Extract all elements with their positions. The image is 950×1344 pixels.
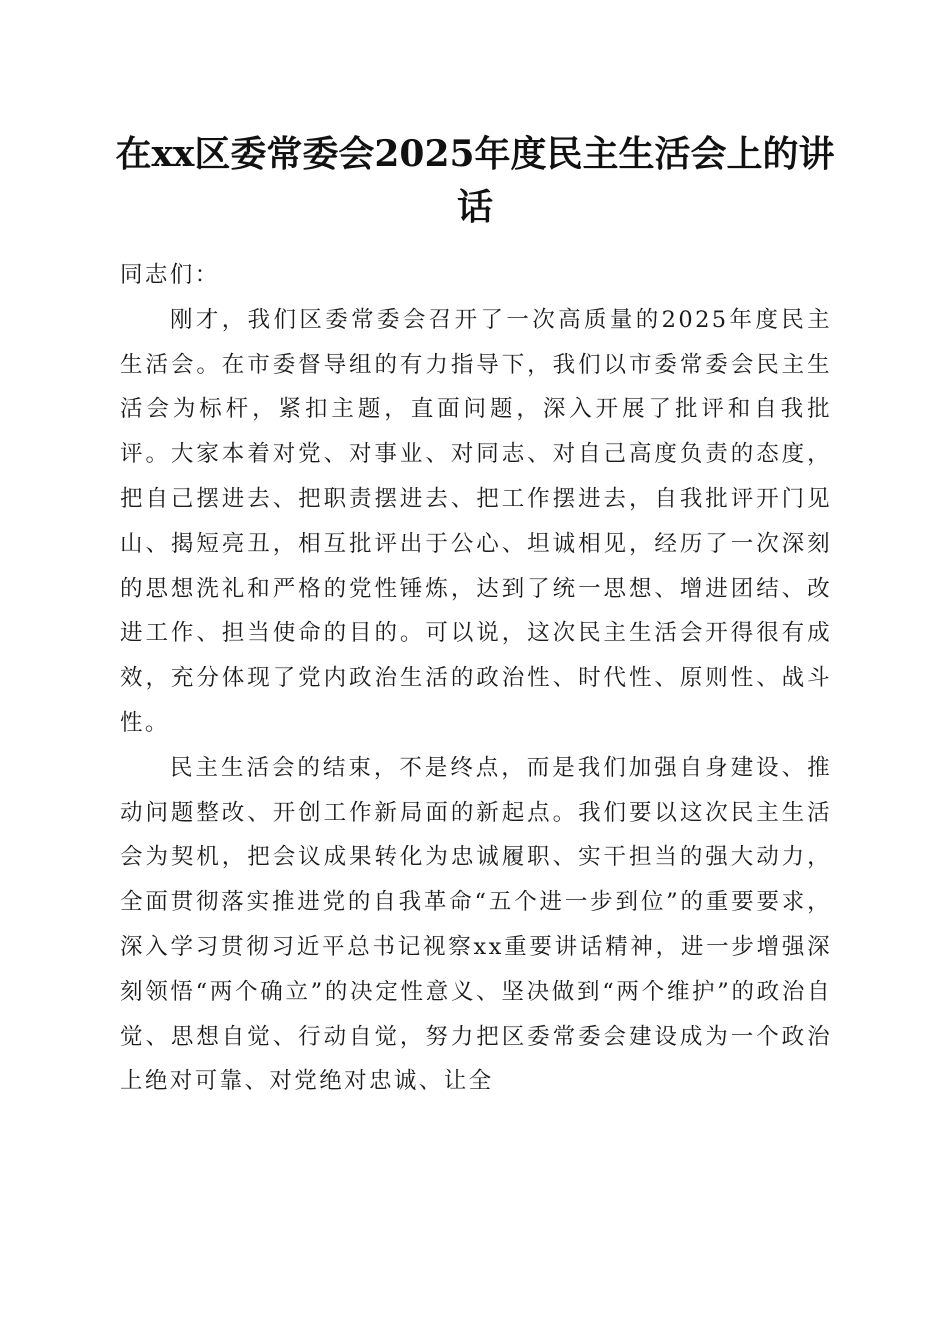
document-body bbox=[120, 253, 832, 1104]
body-paragraph: 民主生活会的结束，不是终点，而是我们加强自身建设、推动问题整改、开创工作新局面的新起点。我们要以这次民主生活会为契机，把会议成果转化为忠诚履职、实干担当的强大动力，全面贯彻落实推进党的自我革命“五个进一步到位”的重要要求，深入学习贯彻习近平总书记视察xx重要讲话精神，进一步增强深刻领悟“两个确立”的决定性意义、坚决做到“两个维护”的政治自觉、思想自觉、行动自觉，努力把区委常委会建设成为一个政治上绝对可靠、对党绝对忠诚、让全 bbox=[120, 754, 832, 1095]
body-paragraph: 刚才，我们区委常委会召开了一次高质量的2025年度民主生活会。在市委督导组的有力指导下，我们以市委常委会民主生活会为标杆，紧扣主题，直面问题，深入开展了批评和自我批评。大家本着对党、对事业、对同志、对自己高度负责的态度，把自己摆进去、把职责摆进去、把工作摆进去，自我批评开门见山、揭短亮丑，相互批评出于公心、坦诚相见，经历了一次深刻的思想洗礼和严格的党性锤炼，达到了统一思想、增进团结、改进工作、担当使命的目的。可以说，这次民主生活会开得很有成效，充分体现了党内政治生活的政治性、时代性、原则性、战斗性。 bbox=[120, 306, 832, 736]
salutation: 同志们： bbox=[120, 262, 220, 288]
document-title: 在xx区委常委会2025年度民主生活会上的讲话 bbox=[115, 133, 835, 228]
